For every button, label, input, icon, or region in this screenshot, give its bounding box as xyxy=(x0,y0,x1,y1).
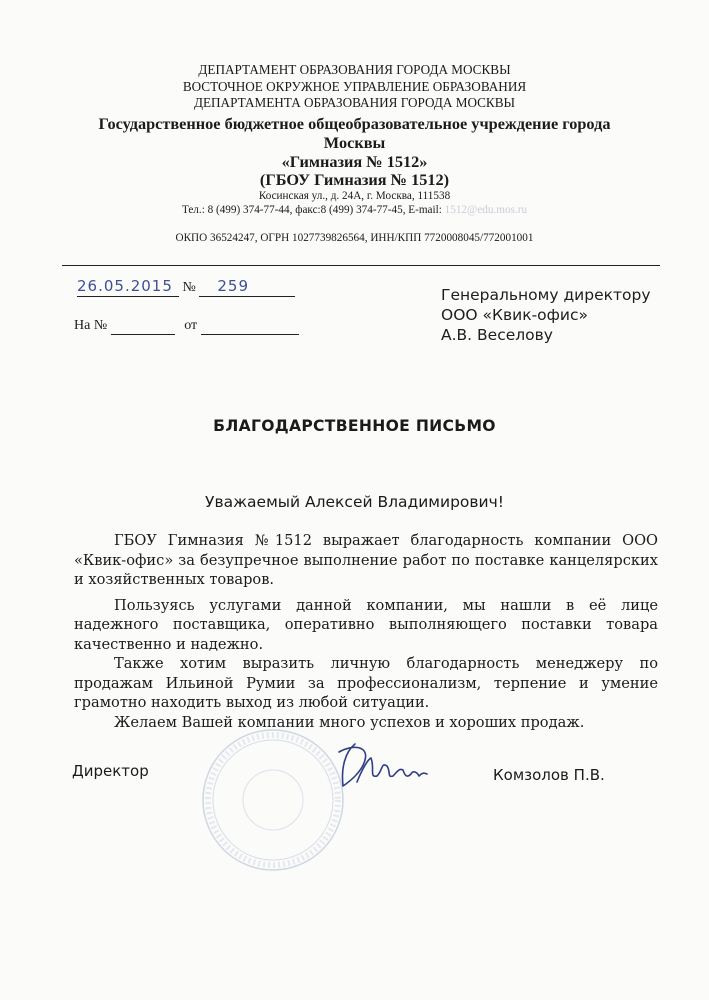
incoming-number-field xyxy=(111,318,175,335)
incoming-number-label: На № xyxy=(74,318,108,333)
header-department: ДЕПАРТАМЕНТ ОБРАЗОВАНИЯ ГОРОДА МОСКВЫ xyxy=(198,62,511,77)
header-org-abbrev: (ГБОУ Гимназия № 1512) xyxy=(259,170,450,189)
header-contacts xyxy=(0,204,709,217)
addressee-company: ООО «Квик-офис» xyxy=(441,306,588,324)
header-org-short: «Гимназия № 1512» xyxy=(281,152,428,171)
header-address: Косинская ул., д. 24А, г. Москва, 111538 xyxy=(258,190,451,202)
letter-title: БЛАГОДАРСТВЕННОЕ ПИСЬМО xyxy=(213,417,496,435)
header-email: 1512@edu.mos.ru xyxy=(444,204,528,216)
letter-greeting: Уважаемый Алексей Владимирович! xyxy=(205,493,504,511)
header-department-2: ДЕПАРТАМЕНТА ОБРАЗОВАНИЯ ГОРОДА МОСКВЫ xyxy=(193,95,516,110)
signatory-position: Директор xyxy=(72,762,149,780)
letter-body xyxy=(74,531,658,732)
signature-scribble xyxy=(335,738,435,796)
header-phone-fax: Тел.: 8 (499) 374-77-44, факс:8 (499) 374-77-45, E-mail: xyxy=(181,204,445,216)
incoming-date-label: от xyxy=(184,318,198,333)
header-divider xyxy=(62,265,660,266)
body-paragraph: Желаем Вашей компании много успехов и хороших продаж. xyxy=(114,713,585,731)
outgoing-number: 259 xyxy=(217,277,249,295)
header-district-office: ВОСТОЧНОЕ ОКРУЖНОЕ УПРАВЛЕНИЕ ОБРАЗОВАНИЯ xyxy=(182,79,527,94)
header-org-name: Государственное бюджетное общеобразовательное учреждение города xyxy=(98,114,611,133)
outgoing-date: 26.05.2015 xyxy=(77,277,173,295)
outgoing-number-field xyxy=(199,277,295,297)
official-stamp xyxy=(198,725,348,875)
outgoing-number-label: № xyxy=(182,280,196,295)
outgoing-reference xyxy=(77,277,295,297)
incoming-reference xyxy=(74,318,299,335)
body-paragraph: Пользуясь услугами данной компании, мы нашли в её лице надежного поставщика, оперативно выполняющего поставки товара качественно и надежно. xyxy=(74,596,658,653)
header-org-city: Москвы xyxy=(323,133,386,152)
addressee-title: Генеральному директору xyxy=(441,286,651,304)
body-paragraph: ГБОУ Гимназия №1512 выражает благодарность компании ООО «Квик-офис» за безупречное выполнение работ по поставке канцелярских и хозяйственных товаров. xyxy=(74,532,658,588)
header-codes: ОКПО 36524247, ОГРН 1027739826564, ИНН/КПП 7720008045/772001001 xyxy=(175,232,534,244)
body-paragraph: Также хотим выразить личную благодарность менеджеру по продажам Ильиной Румии за профессионализм, терпение и умение грамотно находить выход из любой ситуации. xyxy=(74,655,658,711)
signatory-name: Комзолов П.В. xyxy=(493,766,605,784)
outgoing-date-field xyxy=(77,277,179,297)
incoming-date-field xyxy=(201,318,299,335)
addressee-name: А.В. Веселову xyxy=(441,326,553,344)
